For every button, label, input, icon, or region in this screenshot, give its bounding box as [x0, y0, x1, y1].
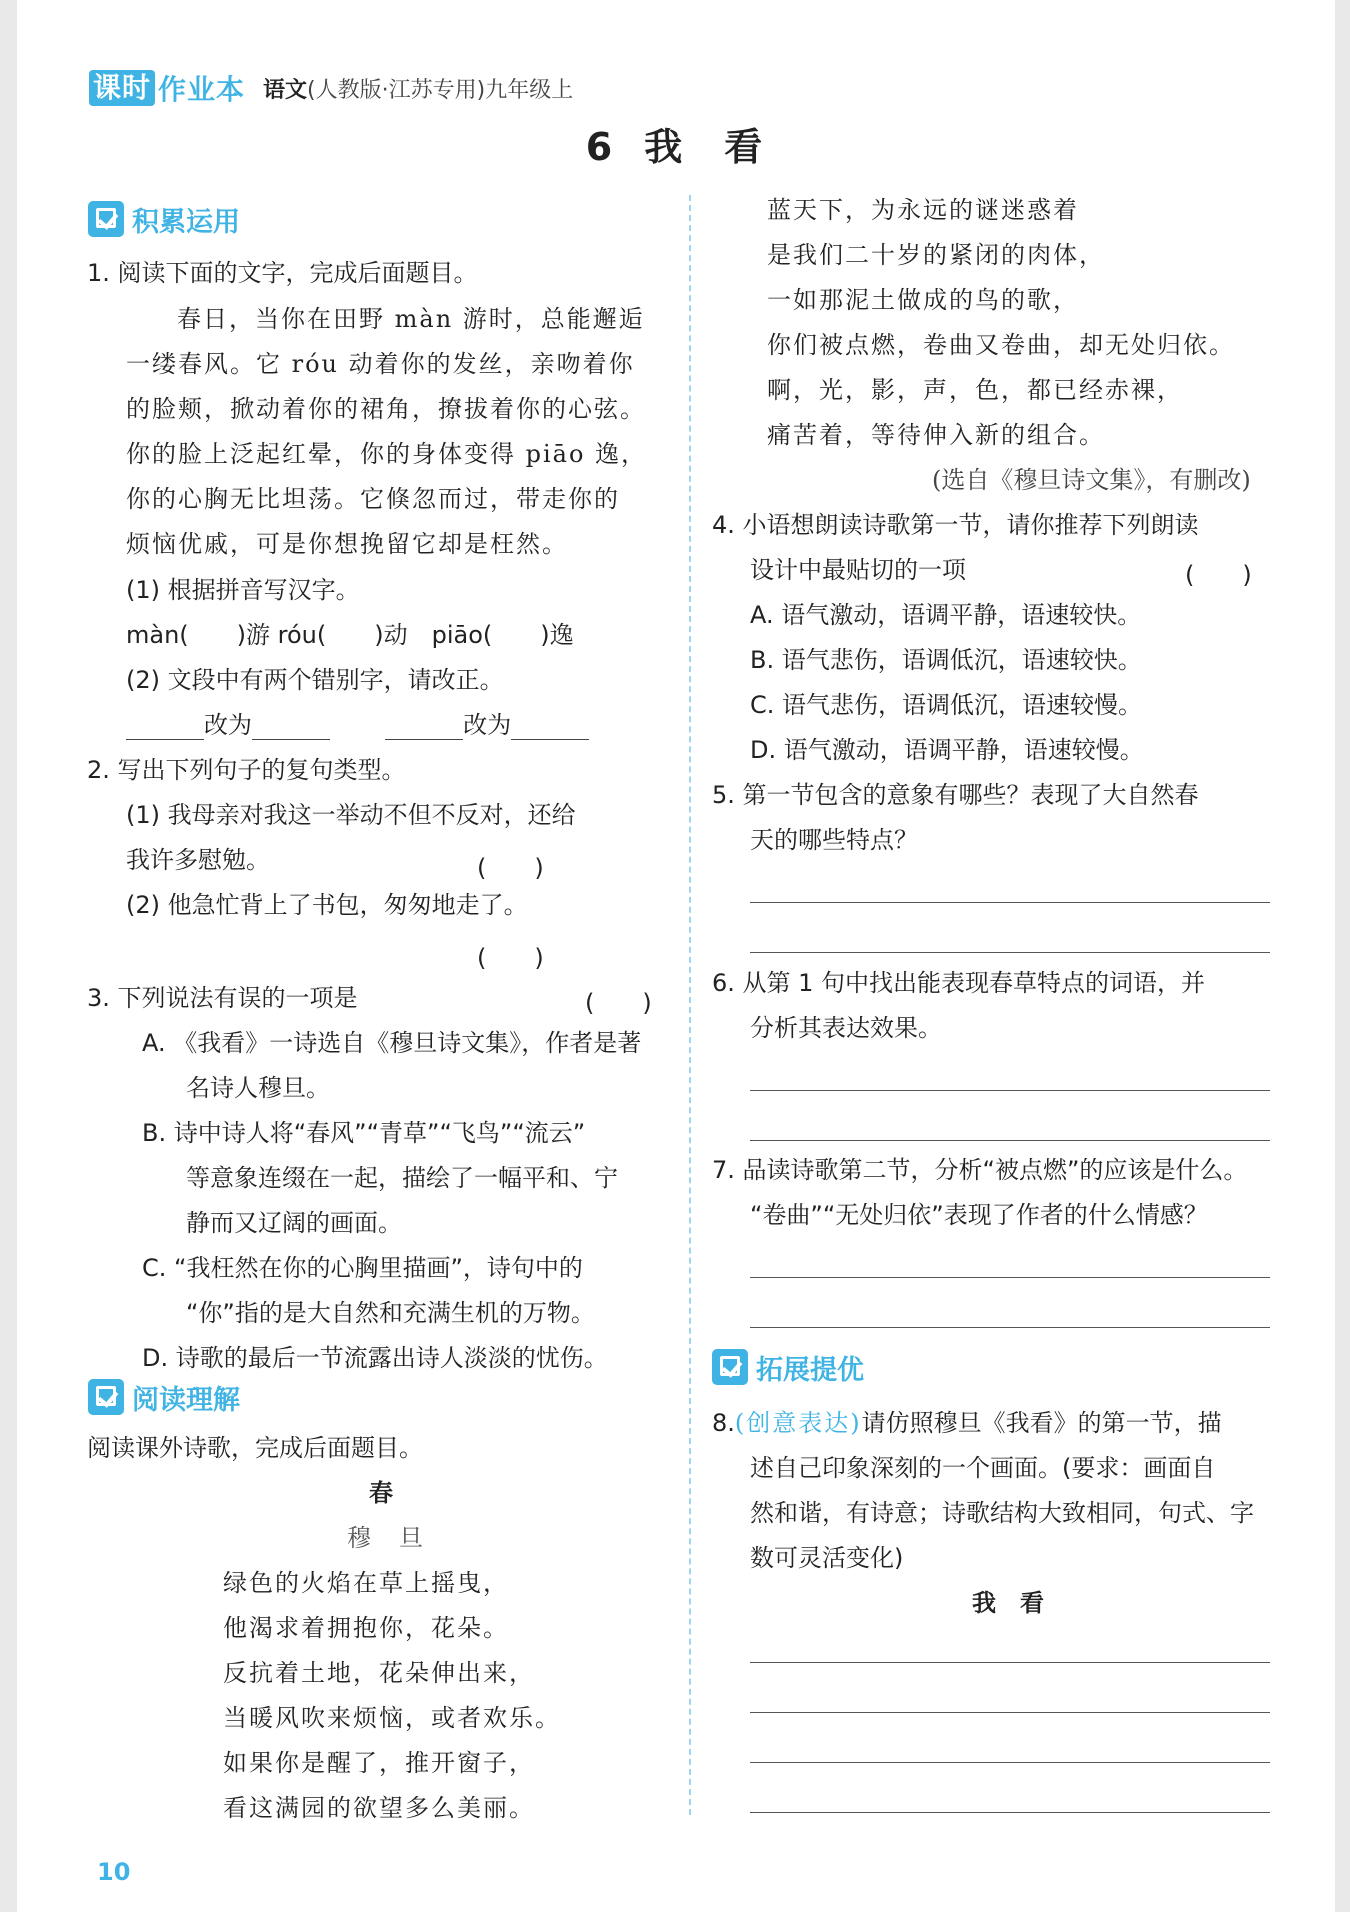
q3-option-line: A. 《我看》一诗选自《穆旦诗文集》，作者是著	[142, 1029, 642, 1057]
answer-line[interactable]	[750, 1712, 1270, 1713]
logo-text: 作业本	[158, 73, 246, 106]
q4-stem: 4. 小语想朗读诗歌第一节，请你推荐下列朗读	[712, 511, 1199, 539]
page-number: 10	[97, 1858, 131, 1886]
poem-line: 你们被点燃，卷曲又卷曲，却无处归依。	[767, 331, 1235, 359]
pencil-icon	[88, 1379, 124, 1415]
answer-line[interactable]	[750, 952, 1270, 953]
column-divider	[689, 195, 691, 1815]
q1-stem: 1. 阅读下面的文字，完成后面题目。	[87, 259, 478, 287]
q8-tag: (创意表达)	[734, 1409, 862, 1437]
q3-option-line: 等意象连缀在一起，描绘了一幅平和、宁	[186, 1164, 618, 1192]
edition: (人教版·江苏专用)九年级上	[307, 77, 574, 103]
check-icon	[88, 201, 124, 237]
q1-passage-line: 烦恼优戚，可是你想挽留它却是枉然。	[126, 530, 568, 558]
q4-option: A. 语气激动，语调平静，语速较快。	[750, 601, 1142, 629]
poem-line: 当暖风吹来烦恼，或者欢乐。	[223, 1704, 561, 1732]
q7-stem: 7. 品读诗歌第二节，分析“被点燃”的应该是什么。	[712, 1156, 1248, 1184]
answer-blank[interactable]	[126, 715, 204, 740]
header-subtitle	[263, 73, 573, 104]
answer-paren[interactable]: ( )	[1185, 561, 1252, 589]
answer-line[interactable]	[750, 1662, 1270, 1663]
poem-title: 春	[369, 1479, 393, 1507]
logo-box: 课时	[89, 70, 155, 106]
q2-item-line: 我许多慰勉。	[126, 846, 270, 874]
answer-line[interactable]	[750, 1327, 1270, 1328]
reading-intro: 阅读课外诗歌，完成后面题目。	[87, 1434, 423, 1462]
poem-source: (选自《穆旦诗文集》，有删改)	[932, 466, 1251, 494]
q3-option-line: “你”指的是大自然和充满生机的万物。	[186, 1299, 595, 1327]
answer-line[interactable]	[750, 1140, 1270, 1141]
lesson-name: 我 看	[644, 125, 765, 169]
answer-blank[interactable]	[511, 715, 589, 740]
correction-label: 改为	[204, 711, 252, 739]
q1-passage-line: 你的脸上泛起红晕，你的身体变得 piāo 逸，	[126, 440, 648, 468]
poem-author: 穆 旦	[347, 1524, 425, 1552]
q1-correction-row	[126, 710, 589, 740]
q3-option-line: D. 诗歌的最后一节流露出诗人淡淡的忧伤。	[142, 1344, 608, 1372]
q2-stem: 2. 写出下列句子的复句类型。	[87, 756, 406, 784]
q4-option: C. 语气悲伤，语调低沉，语速较慢。	[750, 691, 1143, 719]
header	[89, 68, 573, 108]
q3-option-line: C. “我枉然在你的心胸里描画”，诗句中的	[142, 1254, 583, 1282]
section-reading	[88, 1376, 240, 1418]
answer-line[interactable]	[750, 1090, 1270, 1091]
answer-line[interactable]	[750, 1277, 1270, 1278]
q6-stem: 分析其表达效果。	[750, 1014, 942, 1042]
q1-passage-line: 春日，当你在田野 màn 游时，总能邂逅	[177, 305, 645, 333]
poem-line: 如果你是醒了，推开窗子，	[223, 1749, 535, 1777]
q3-option-line: 静而又辽阔的画面。	[186, 1209, 402, 1237]
poem-line: 痛苦着，等待伸入新的组合。	[767, 421, 1105, 449]
answer-title: 我 看	[972, 1589, 1044, 1617]
poem-line: 是我们二十岁的紧闭的肉体，	[767, 241, 1105, 269]
q7-stem: “卷曲”“无处归依”表现了作者的什么情感？	[750, 1201, 1208, 1229]
poem-line: 蓝天下，为永远的谜迷惑着	[767, 196, 1079, 224]
answer-line[interactable]	[750, 1812, 1270, 1813]
lesson-title	[0, 116, 1350, 171]
q1-sub1: (1) 根据拼音写汉字。	[126, 576, 360, 604]
worksheet-page	[17, 0, 1335, 1912]
section-label: 积累运用	[132, 206, 240, 238]
poem-line: 他渴求着拥抱你，花朵。	[223, 1614, 509, 1642]
subject: 语文	[263, 77, 308, 103]
q3-stem: 3. 下列说法有误的一项是	[87, 984, 358, 1012]
rocket-icon	[712, 1349, 748, 1385]
q6-stem: 6. 从第 1 句中找出能表现春草特点的词语，并	[712, 969, 1206, 997]
answer-paren[interactable]: ( )	[477, 944, 544, 972]
poem-line: 啊，光，影，声，色，都已经赤裸，	[767, 376, 1183, 404]
q5-stem: 5. 第一节包含的意象有哪些？表现了大自然春	[712, 781, 1199, 809]
q1-sub2: (2) 文段中有两个错别字，请改正。	[126, 666, 504, 694]
section-label: 阅读理解	[132, 1384, 240, 1416]
q5-stem: 天的哪些特点？	[750, 826, 918, 854]
q2-item-line: (2) 他急忙背上了书包，匆匆地走了。	[126, 891, 528, 919]
q8-stem: 述自己印象深刻的一个画面。(要求：画面自	[750, 1454, 1216, 1482]
q8-number: 8.	[712, 1409, 735, 1437]
q1-passage-line: 一缕春风。它 róu 动着你的发丝，亲吻着你	[126, 350, 635, 378]
lesson-number: 6	[585, 125, 615, 169]
logo	[89, 70, 245, 106]
q1-passage-line: 你的心胸无比坦荡。它倏忽而过，带走你的	[126, 485, 620, 513]
section-accumulate	[88, 198, 240, 240]
q1-passage-line: 的脸颊，掀动着你的裙角，撩拔着你的心弦。	[126, 395, 646, 423]
answer-paren[interactable]: ( )	[585, 989, 652, 1017]
q4-stem: 设计中最贴切的一项	[750, 556, 966, 584]
answer-line[interactable]	[750, 902, 1270, 903]
answer-blank[interactable]	[252, 715, 330, 740]
q3-option-line: 名诗人穆旦。	[186, 1074, 330, 1102]
poem-line: 看这满园的欲望多么美丽。	[223, 1794, 535, 1822]
q1-pinyin-blanks[interactable]: màn( )游 róu( )动 piāo( )逸	[126, 621, 574, 649]
section-label: 拓展提优	[756, 1354, 864, 1386]
q8-text: 请仿照穆旦《我看》的第一节，描	[861, 1409, 1222, 1437]
answer-line[interactable]	[750, 1762, 1270, 1763]
poem-line: 反抗着土地，花朵伸出来，	[223, 1659, 535, 1687]
section-extension	[712, 1346, 864, 1388]
poem-line: 一如那泥土做成的鸟的歌，	[767, 286, 1079, 314]
q4-option: D. 语气激动，语调平静，语速较慢。	[750, 736, 1144, 764]
answer-blank[interactable]	[385, 715, 463, 740]
q2-item-line: (1) 我母亲对我这一举动不但不反对，还给	[126, 801, 576, 829]
q3-option-line: B. 诗中诗人将“春风”“青草”“飞鸟”“流云”	[142, 1119, 586, 1147]
q4-option: B. 语气悲伤，语调低沉，语速较快。	[750, 646, 1142, 674]
answer-paren[interactable]: ( )	[477, 854, 544, 882]
poem-line: 绿色的火焰在草上摇曳，	[223, 1569, 509, 1597]
correction-label: 改为	[463, 711, 512, 739]
q8-stem	[712, 1408, 1222, 1438]
q8-stem: 数可灵活变化)	[750, 1544, 904, 1572]
q8-stem: 然和谐，有诗意；诗歌结构大致相同，句式、字	[750, 1499, 1254, 1527]
